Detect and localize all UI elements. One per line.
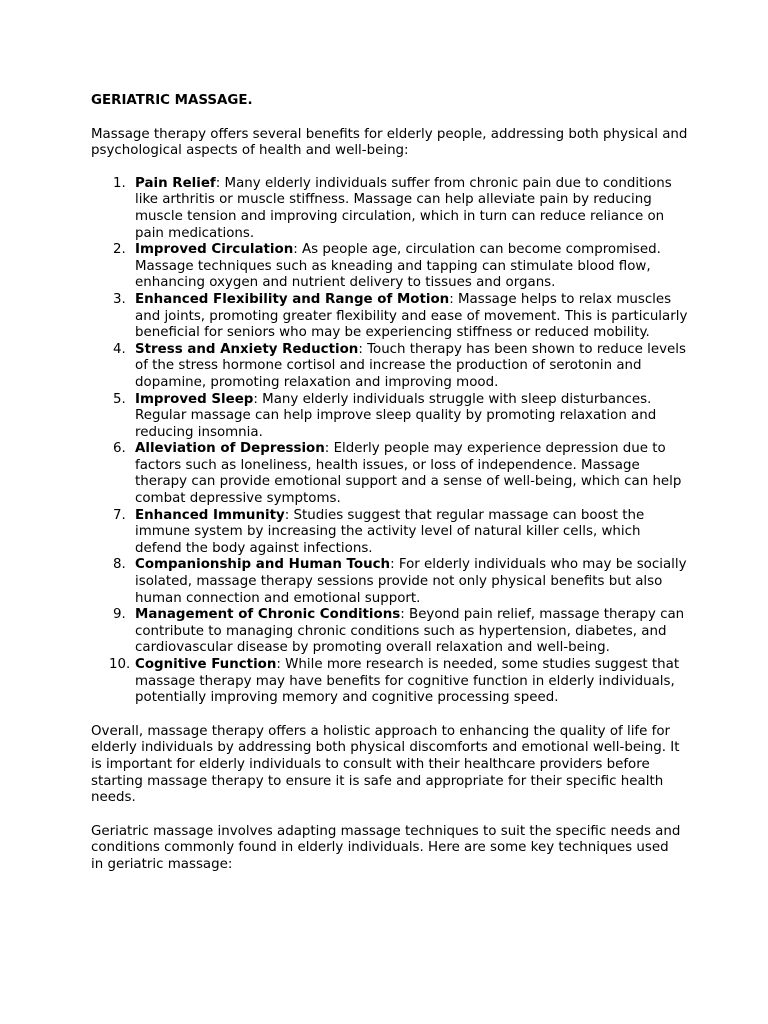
list-item-number: 6. bbox=[113, 441, 126, 457]
list-item-text: : Elderly people may experience depression due to factors such as loneliness, health issues, or loss of independence. Massage therapy can provide emotional support and a sense of well-being, which can help combat depressive symptoms. bbox=[135, 441, 682, 507]
list-item-number: 10. bbox=[109, 657, 131, 672]
list-item-number: 1. bbox=[113, 175, 126, 191]
list-item-term: Cognitive Function bbox=[135, 657, 277, 672]
list-item-term: Improved Circulation bbox=[135, 242, 294, 258]
list-item-term: Alleviation of Depression bbox=[135, 441, 325, 457]
document-title: GERIATRIC MASSAGE. bbox=[91, 93, 253, 108]
list-item-text: : Many elderly individuals suffer from chronic pain due to conditions like arthritis or muscle stiffness. Massage can help alleviate pain by reducing muscle tension and improving circulation, which in turn can reduce reliance on pain medications. bbox=[135, 175, 672, 241]
list-item bbox=[91, 657, 691, 707]
list-item-number: 3. bbox=[113, 291, 126, 307]
list-item-number: 2. bbox=[113, 242, 126, 258]
list-item-number: 8. bbox=[113, 557, 126, 573]
techniques-intro-paragraph: Geriatric massage involves adapting massage techniques to suit the specific needs and conditions commonly found in elderly individuals. Here are some key techniques used in geriatric massage: bbox=[91, 823, 681, 872]
list-item-text: : As people age, circulation can become compromised. Massage techniques such as kneading and tapping can stimulate blood flow, enhancing oxygen and nutrient delivery to tissues and organs. bbox=[135, 242, 661, 291]
list-item bbox=[91, 607, 691, 657]
list-item bbox=[91, 176, 691, 242]
intro-paragraph: Massage therapy offers several benefits for elderly people, addressing both physical and psychological aspects of health and well-being: bbox=[91, 126, 688, 159]
list-item-text: : Touch therapy has been shown to reduce levels of the stress hormone cortisol and increase the production of serotonin and dopamine, promoting relaxation and improving mood. bbox=[135, 341, 686, 390]
list-item-text: : Massage helps to relax muscles and joints, promoting greater flexibility and ease of movement. This is particularly beneficial for seniors who may be experiencing stiffness or reduced mobility. bbox=[135, 291, 688, 341]
list-item-term: Management of Chronic Conditions bbox=[135, 607, 401, 623]
list-item-number: 9. bbox=[113, 607, 126, 623]
list-item-number: 5. bbox=[113, 391, 126, 407]
list-item-text: : Beyond pain relief, massage therapy can contribute to managing chronic conditions such as hypertension, diabetes, and cardiovascular disease by promoting overall relaxation and well-being. bbox=[135, 607, 685, 656]
list-item-term: Enhanced Flexibility and Range of Motion bbox=[135, 291, 450, 307]
list-item bbox=[91, 508, 691, 558]
list-item-text: : While more research is needed, some studies suggest that massage therapy may have benefits for cognitive function in elderly individuals, potentially improving memory and cognitive processing speed. bbox=[135, 657, 680, 706]
list-item bbox=[91, 557, 691, 607]
list-item-term: Improved Sleep bbox=[135, 391, 254, 407]
list-item-number: 4. bbox=[113, 341, 126, 357]
list-item-text: : For elderly individuals who may be socially isolated, massage therapy sessions provide not only physical benefits but also human connection and emotional support. bbox=[135, 557, 687, 606]
list-item bbox=[91, 342, 691, 392]
list-item-text: : Studies suggest that regular massage can boost the immune system by increasing the activity level of natural killer cells, which defend the body against infections. bbox=[135, 507, 645, 556]
list-item bbox=[91, 242, 691, 292]
conclusion-paragraph: Overall, massage therapy offers a holistic approach to enhancing the quality of life for elderly individuals by addressing both physical discomforts and emotional well-being. It is important for elderly individuals to consult with their healthcare providers before starting massage therapy to ensure it is safe and appropriate for their specific health needs. bbox=[91, 723, 680, 806]
list-item-term: Enhanced Immunity bbox=[135, 507, 285, 523]
list-item-term: Companionship and Human Touch bbox=[135, 557, 391, 573]
list-item-term: Stress and Anxiety Reduction bbox=[135, 341, 359, 357]
list-item bbox=[91, 392, 691, 442]
benefits-list bbox=[91, 176, 691, 707]
list-item bbox=[91, 292, 691, 342]
list-item-term: Pain Relief bbox=[135, 175, 216, 191]
list-item-number: 7. bbox=[113, 507, 126, 523]
list-item bbox=[91, 441, 691, 507]
list-item-text: : Many elderly individuals struggle with sleep disturbances. Regular massage can help improve sleep quality by promoting relaxation and reducing insomnia. bbox=[135, 391, 657, 440]
